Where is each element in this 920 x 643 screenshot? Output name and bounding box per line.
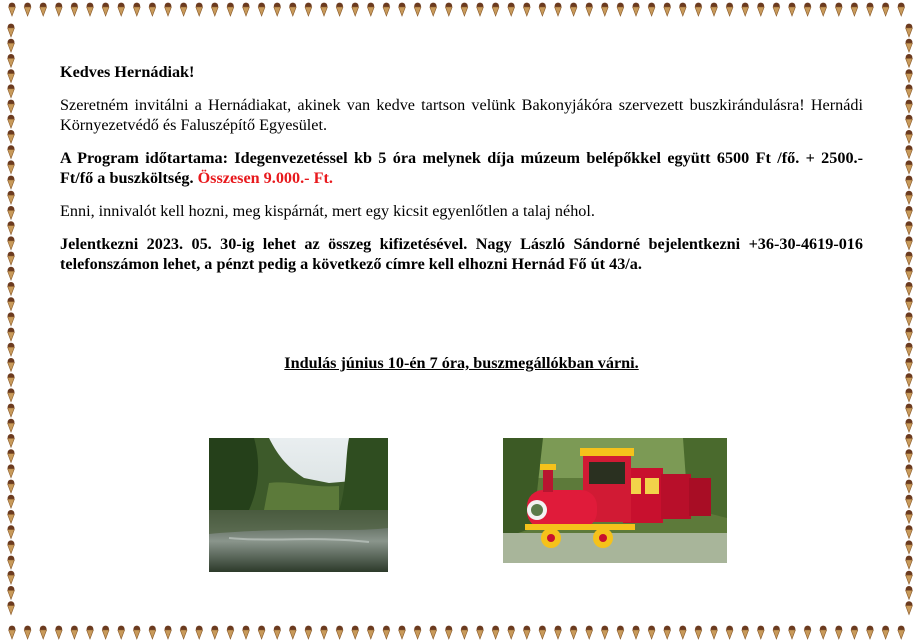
ice-cream-cone-icon (906, 556, 913, 569)
ice-cream-cone-icon (906, 571, 913, 584)
ice-cream-cone-icon (165, 3, 172, 16)
ice-cream-cone-icon (8, 388, 15, 401)
ice-cream-cone-icon (820, 3, 827, 16)
ice-cream-cone-icon (586, 626, 593, 639)
ice-cream-cone-icon (851, 3, 858, 16)
ice-cream-cone-icon (508, 626, 515, 639)
ice-cream-cone-icon (8, 601, 15, 614)
ice-cream-cone-icon (664, 3, 671, 16)
ice-cream-cone-icon (414, 3, 421, 16)
ice-cream-cone-icon (8, 434, 15, 447)
ice-cream-cone-icon (617, 626, 624, 639)
ice-cream-cone-icon (289, 3, 296, 16)
ice-cream-cone-icon (227, 3, 234, 16)
ice-cream-cone-icon (711, 3, 718, 16)
ice-cream-cone-icon (906, 84, 913, 97)
ice-cream-cone-icon (196, 3, 203, 16)
ice-cream-cone-icon (352, 626, 359, 639)
ice-cream-cone-icon (757, 3, 764, 16)
ice-cream-cone-icon (804, 3, 811, 16)
decorative-border-right (898, 0, 920, 643)
ice-cream-cone-icon (8, 419, 15, 432)
ice-cream-cone-icon (906, 388, 913, 401)
ice-cream-cone-icon (906, 176, 913, 189)
ice-cream-cone-icon (336, 626, 343, 639)
ice-cream-cone-icon (8, 480, 15, 493)
ice-cream-cone-icon (8, 282, 15, 295)
ice-cream-cone-icon (539, 3, 546, 16)
ice-cream-cone-icon (726, 626, 733, 639)
ice-cream-cone-icon (906, 434, 913, 447)
ice-cream-cone-icon (55, 626, 62, 639)
ice-cream-cone-icon (8, 267, 15, 280)
ice-cream-cone-icon (742, 3, 749, 16)
ice-cream-cone-icon (8, 24, 15, 37)
ice-cream-cone-icon (8, 191, 15, 204)
ice-cream-cone-icon (352, 3, 359, 16)
ice-cream-cone-icon (445, 3, 452, 16)
ice-cream-cone-icon (227, 626, 234, 639)
ice-cream-cone-icon (430, 626, 437, 639)
ice-cream-cone-icon (133, 626, 140, 639)
ice-cream-cone-icon (8, 69, 15, 82)
ice-cream-cone-icon (367, 3, 374, 16)
ice-cream-cone-icon (851, 626, 858, 639)
ice-cream-cone-icon (118, 626, 125, 639)
red-tourist-train-photo (503, 438, 727, 563)
greeting: Kedves Hernádiak! (60, 63, 195, 81)
ice-cream-cone-icon (8, 297, 15, 310)
departure-text: Indulás június 10-én 7 óra, buszmegállókban várni. (284, 354, 639, 372)
ice-cream-cone-icon (321, 626, 328, 639)
ice-cream-cone-icon (906, 297, 913, 310)
ice-cream-cone-icon (430, 3, 437, 16)
ice-cream-cone-icon (336, 3, 343, 16)
ice-cream-cone-icon (906, 495, 913, 508)
ice-cream-cone-icon (906, 373, 913, 386)
ice-cream-cone-icon (789, 3, 796, 16)
ice-cream-cone-icon (555, 3, 562, 16)
ice-cream-cone-icon (523, 3, 530, 16)
program-text: A Program időtartama: Idegenvezetéssel kb 5 óra melynek díja múzeum belépőkkel együtt 6500 Ft /fő. + 2500.- Ft/fő a buszköltség. (60, 149, 863, 187)
ice-cream-cone-icon (492, 626, 499, 639)
ice-cream-cone-icon (8, 206, 15, 219)
ice-cream-cone-icon (274, 3, 281, 16)
ice-cream-cone-icon (906, 54, 913, 67)
decorative-border-bottom (0, 621, 920, 643)
ice-cream-cone-icon (8, 145, 15, 158)
ice-cream-cone-icon (8, 236, 15, 249)
ice-cream-cone-icon (906, 24, 913, 37)
ice-cream-cone-icon (149, 3, 156, 16)
program-paragraph (60, 148, 863, 188)
ice-cream-cone-icon (196, 626, 203, 639)
ice-cream-cone-icon (24, 626, 31, 639)
ice-cream-cone-icon (789, 626, 796, 639)
ice-cream-cone-icon (102, 3, 109, 16)
ice-cream-cone-icon (445, 626, 452, 639)
ice-cream-cone-icon (8, 586, 15, 599)
ice-cream-cone-icon (8, 160, 15, 173)
ice-cream-cone-icon (8, 39, 15, 52)
ice-cream-cone-icon (898, 626, 905, 639)
ice-cream-cone-icon (8, 525, 15, 538)
ice-cream-cone-icon (180, 626, 187, 639)
ice-cream-cone-icon (835, 3, 842, 16)
ice-cream-cone-icon (906, 404, 913, 417)
ice-cream-cone-icon (523, 626, 530, 639)
ice-cream-cone-icon (906, 115, 913, 128)
ice-cream-cone-icon (321, 3, 328, 16)
ice-cream-cone-icon (8, 510, 15, 523)
ice-cream-cone-icon (570, 3, 577, 16)
total-price: Összesen 9.000.- Ft. (197, 169, 333, 187)
ice-cream-cone-icon (8, 464, 15, 477)
ice-cream-cone-icon (414, 626, 421, 639)
ice-cream-cone-icon (906, 358, 913, 371)
ice-cream-cone-icon (711, 626, 718, 639)
letter-body (60, 62, 863, 287)
ice-cream-cone-icon (835, 626, 842, 639)
ice-cream-cone-icon (906, 449, 913, 462)
ice-cream-cone-icon (906, 328, 913, 341)
ice-cream-cone-icon (87, 626, 94, 639)
ice-cream-cone-icon (906, 601, 913, 614)
ice-cream-cone-icon (633, 3, 640, 16)
ice-cream-cone-icon (399, 3, 406, 16)
ice-cream-cone-icon (367, 626, 374, 639)
ice-cream-cone-icon (601, 626, 608, 639)
ice-cream-cone-icon (898, 3, 905, 16)
ice-cream-cone-icon (8, 312, 15, 325)
ice-cream-cone-icon (773, 626, 780, 639)
ice-cream-cone-icon (383, 3, 390, 16)
ice-cream-cone-icon (726, 3, 733, 16)
ice-cream-cone-icon (617, 3, 624, 16)
ice-cream-cone-icon (399, 626, 406, 639)
ice-cream-cone-icon (71, 3, 78, 16)
ice-cream-cone-icon (8, 84, 15, 97)
ice-cream-cone-icon (695, 3, 702, 16)
ice-cream-cone-icon (71, 626, 78, 639)
ice-cream-cone-icon (906, 343, 913, 356)
ice-cream-cone-icon (906, 39, 913, 52)
ice-cream-cone-icon (906, 252, 913, 265)
ice-cream-cone-icon (211, 3, 218, 16)
ice-cream-cone-icon (906, 191, 913, 204)
ice-cream-cone-icon (8, 252, 15, 265)
ice-cream-cone-icon (8, 130, 15, 143)
ice-cream-cone-icon (906, 267, 913, 280)
ice-cream-cone-icon (757, 626, 764, 639)
ice-cream-cone-icon (477, 3, 484, 16)
ice-cream-cone-icon (492, 3, 499, 16)
ice-cream-cone-icon (8, 54, 15, 67)
ice-cream-cone-icon (8, 328, 15, 341)
ice-cream-cone-icon (820, 626, 827, 639)
ice-cream-cone-icon (40, 626, 47, 639)
ice-cream-cone-icon (8, 556, 15, 569)
ice-cream-cone-icon (274, 626, 281, 639)
decorative-border-top (0, 0, 920, 22)
ice-cream-cone-icon (804, 626, 811, 639)
ice-cream-cone-icon (601, 3, 608, 16)
ice-cream-cone-icon (906, 419, 913, 432)
ice-cream-cone-icon (8, 404, 15, 417)
ice-cream-cone-icon (258, 3, 265, 16)
food-note: Enni, innivalót kell hozni, meg kispárnát, mert egy kicsit egyenlőtlen a talaj néhol. (60, 202, 595, 220)
ice-cream-cone-icon (882, 626, 889, 639)
ice-cream-cone-icon (906, 236, 913, 249)
ice-cream-cone-icon (9, 626, 16, 639)
ice-cream-cone-icon (906, 145, 913, 158)
ice-cream-cone-icon (9, 3, 16, 16)
ice-cream-cone-icon (906, 100, 913, 113)
ice-cream-cone-icon (180, 3, 187, 16)
ice-cream-cone-icon (8, 373, 15, 386)
ice-cream-cone-icon (8, 495, 15, 508)
ice-cream-cone-icon (40, 3, 47, 16)
ice-cream-cone-icon (906, 160, 913, 173)
ice-cream-cone-icon (906, 69, 913, 82)
ice-cream-cone-icon (906, 464, 913, 477)
ice-cream-cone-icon (555, 626, 562, 639)
ice-cream-cone-icon (461, 626, 468, 639)
ice-cream-cone-icon (133, 3, 140, 16)
ice-cream-cone-icon (8, 449, 15, 462)
ice-cream-cone-icon (211, 626, 218, 639)
ice-cream-cone-icon (906, 540, 913, 553)
invitation-paragraph: Szeretném invitálni a Hernádiakat, akinek van kedve tartson velünk Bakonyjákóra szervezett buszkirándulásra! Hernádi Környezetvédő és Faluszépítő Egyesület. (60, 96, 863, 134)
ice-cream-cone-icon (695, 626, 702, 639)
ice-cream-cone-icon (648, 3, 655, 16)
ice-cream-cone-icon (906, 221, 913, 234)
ice-cream-cone-icon (679, 626, 686, 639)
ice-cream-cone-icon (773, 3, 780, 16)
ice-cream-cone-icon (8, 221, 15, 234)
ice-cream-cone-icon (906, 130, 913, 143)
ice-cream-cone-icon (289, 626, 296, 639)
ice-cream-cone-icon (8, 540, 15, 553)
ice-cream-cone-icon (906, 282, 913, 295)
ice-cream-cone-icon (742, 626, 749, 639)
ice-cream-cone-icon (8, 100, 15, 113)
ice-cream-cone-icon (664, 626, 671, 639)
ice-cream-cone-icon (906, 586, 913, 599)
ice-cream-cone-icon (87, 3, 94, 16)
ice-cream-cone-icon (882, 3, 889, 16)
ice-cream-cone-icon (906, 206, 913, 219)
ice-cream-cone-icon (243, 626, 250, 639)
ice-cream-cone-icon (906, 312, 913, 325)
ice-cream-cone-icon (508, 3, 515, 16)
ice-cream-cone-icon (539, 626, 546, 639)
registration-paragraph: Jelentkezni 2023. 05. 30-ig lehet az összeg kifizetésével. Nagy László Sándorné bejelentkezni +36-30-4619-016 telefonszámon lehet, a pénzt pedig a következő címre kell elhozni Hernád Fő út 43/a. (60, 235, 863, 273)
ice-cream-cone-icon (477, 626, 484, 639)
ice-cream-cone-icon (906, 480, 913, 493)
forest-lake-photo (209, 438, 388, 572)
ice-cream-cone-icon (906, 510, 913, 523)
ice-cream-cone-icon (55, 3, 62, 16)
ice-cream-cone-icon (165, 626, 172, 639)
ice-cream-cone-icon (867, 626, 874, 639)
ice-cream-cone-icon (102, 626, 109, 639)
ice-cream-cone-icon (118, 3, 125, 16)
ice-cream-cone-icon (305, 626, 312, 639)
ice-cream-cone-icon (243, 3, 250, 16)
ice-cream-cone-icon (8, 343, 15, 356)
ice-cream-cone-icon (867, 3, 874, 16)
ice-cream-cone-icon (8, 571, 15, 584)
ice-cream-cone-icon (8, 358, 15, 371)
ice-cream-cone-icon (149, 626, 156, 639)
ice-cream-cone-icon (461, 3, 468, 16)
ice-cream-cone-icon (648, 626, 655, 639)
ice-cream-cone-icon (8, 176, 15, 189)
ice-cream-cone-icon (586, 3, 593, 16)
ice-cream-cone-icon (258, 626, 265, 639)
decorative-border-left (0, 0, 22, 643)
ice-cream-cone-icon (906, 525, 913, 538)
ice-cream-cone-icon (305, 3, 312, 16)
ice-cream-cone-icon (570, 626, 577, 639)
departure-line (60, 353, 863, 373)
ice-cream-cone-icon (633, 626, 640, 639)
ice-cream-cone-icon (679, 3, 686, 16)
ice-cream-cone-icon (8, 115, 15, 128)
ice-cream-cone-icon (24, 3, 31, 16)
ice-cream-cone-icon (383, 626, 390, 639)
